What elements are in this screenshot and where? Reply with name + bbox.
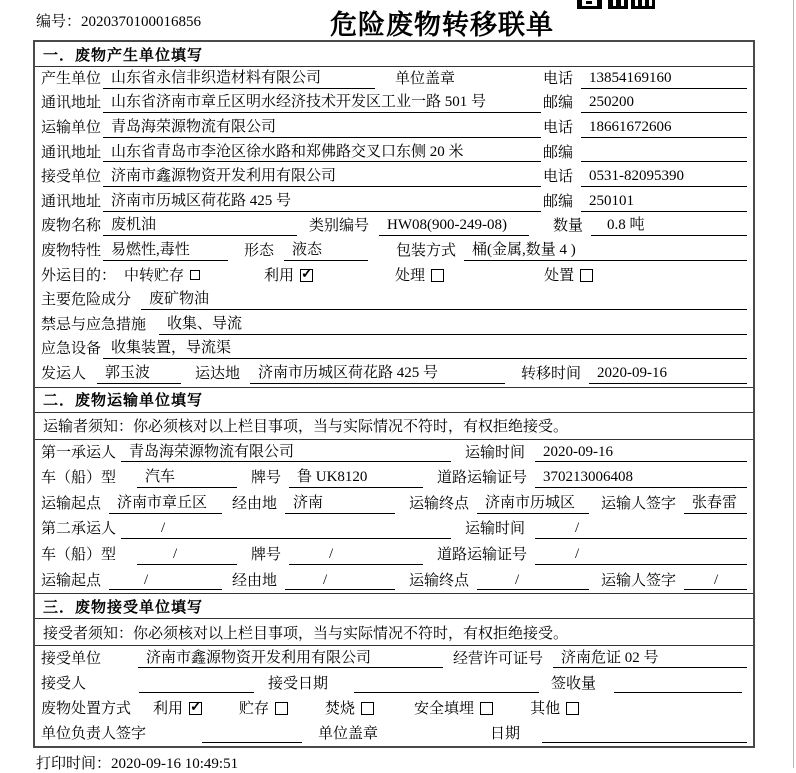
transporter-value: 青岛海荣源物流有限公司	[103, 118, 541, 138]
option-label: 贮存	[239, 700, 270, 717]
address-value: 济南市历城区荷花路 425 号	[103, 192, 541, 212]
taboo-value: 收集、导流	[159, 315, 747, 335]
option-label: 中转贮存	[124, 267, 185, 284]
origin-value: 济南市章丘区	[109, 494, 222, 514]
page-title: 危险废物转移联单	[330, 10, 554, 40]
carrier2-label: 第二承运人	[41, 521, 117, 538]
address-label: 通讯地址	[41, 95, 102, 112]
endpoint-label: 运输终点	[409, 495, 470, 512]
option-landfill	[414, 700, 493, 719]
endpoint-label: 运输终点	[409, 572, 470, 589]
receive-date-label: 接受日期	[268, 675, 329, 692]
zip-label: 邮编	[542, 95, 573, 112]
option-label: 处置	[544, 267, 575, 284]
endpoint-value: /	[477, 571, 589, 591]
row-route1	[35, 491, 753, 517]
carrier-sign-label: 运输人签字	[601, 495, 677, 512]
carrier-sign-value: 张春雷	[684, 494, 747, 514]
plate-label: 牌号	[251, 470, 282, 487]
origin-label: 运输起点	[41, 495, 102, 512]
doc-number-label: 编号：	[36, 14, 82, 30]
checkbox-landfill	[480, 702, 493, 715]
equipment-value: 收集装置，导流渠	[103, 339, 747, 359]
option-other	[530, 700, 579, 719]
destination-value: 济南市历城区荷花路 425 号	[250, 364, 505, 384]
transport-time-value: 2020-09-16	[535, 443, 747, 463]
option-transit-storage	[124, 267, 200, 286]
signed-amount-value	[614, 692, 742, 693]
unit-seal-label: 单位盖章	[318, 725, 379, 742]
option-label: 焚烧	[325, 700, 356, 717]
section-transporter	[35, 387, 753, 594]
option-dispose	[544, 267, 593, 286]
recipient-value	[139, 692, 254, 693]
option-label: 利用	[153, 700, 184, 717]
property-value: 易燃性,毒性	[103, 241, 228, 261]
row-hazard-components	[35, 288, 753, 313]
print-time-label: 打印时间：	[36, 756, 112, 772]
stamp-glyph-fragment	[577, 0, 602, 9]
row-first-carrier	[35, 440, 753, 466]
property-label: 废物特性	[41, 243, 102, 259]
row-receiver	[35, 165, 753, 190]
row-waste-property	[35, 239, 753, 264]
section1-header: 一．废物产生单位填写	[35, 42, 753, 67]
page-edge-line	[793, 0, 794, 768]
option-label: 安全填埋	[414, 700, 475, 717]
row-route2	[35, 568, 753, 594]
section-producer	[35, 42, 753, 387]
waste-name-value: 废机油	[103, 216, 297, 236]
cutoff-stamp-fragment	[577, 0, 655, 10]
row-transporter	[35, 116, 753, 141]
row-vehicle2	[35, 542, 753, 568]
producer-value: 山东省永信非织造材料有限公司	[103, 69, 375, 89]
section-receiver	[35, 593, 753, 746]
checkbox-incinerate	[361, 702, 374, 715]
row-waste-name	[35, 215, 753, 240]
transport-time-label: 运输时间	[465, 444, 526, 461]
receiver-value: 济南市鑫源物资开发利用有限公司	[103, 167, 541, 187]
row-transporter-address	[35, 141, 753, 166]
origin-label: 运输起点	[41, 572, 102, 589]
carrier2-value: /	[121, 519, 451, 539]
equipment-label: 应急设备	[41, 341, 102, 358]
checkbox-utilize	[300, 269, 313, 282]
recipient-label: 接受人	[41, 675, 87, 692]
vehicle-type-value: 汽车	[137, 468, 237, 488]
unit-seal-label: 单位盖章	[395, 70, 456, 87]
permit-label: 经营许可证号	[453, 650, 544, 667]
packing-label: 包装方式	[396, 243, 457, 259]
packing-value: 桶(金属,数量 4 )	[464, 241, 747, 261]
consignor-label: 发运人	[41, 365, 87, 382]
doc-number-value: 2020370100016856	[81, 14, 202, 30]
permit-value: 济南危证 02 号	[553, 649, 747, 669]
row-producer-address	[35, 92, 753, 117]
checkbox-store	[275, 702, 288, 715]
destination-label: 运达地	[195, 365, 241, 382]
plate-value: /	[289, 545, 423, 565]
date-value	[542, 742, 747, 743]
checkbox-transit-storage	[190, 270, 200, 280]
checkbox-treat	[431, 269, 444, 282]
vehicle-type-label: 车（船）型	[41, 546, 117, 563]
signed-amount-label: 签收量	[551, 675, 597, 692]
head-sign-value	[202, 742, 302, 743]
address-value: 山东省青岛市李沧区徐水路和郑佛路交叉口东侧 20 米	[103, 143, 541, 163]
stamp-glyph-fragment	[631, 0, 655, 9]
transport-time-value: /	[535, 519, 747, 539]
option-utilize	[264, 267, 313, 286]
section3-header: 三．废物接受单位填写	[35, 593, 753, 619]
receiver-notice: 接受者须知：你必须核对以上栏目事项，当与实际情况不符时，有权拒绝接受。	[35, 619, 753, 646]
row-vehicle1	[35, 465, 753, 491]
consignor-value: 郭玉波	[97, 364, 181, 384]
row-receiver-address	[35, 190, 753, 215]
vehicle-type-label: 车（船）型	[41, 470, 117, 487]
category-label: 类别编号	[309, 218, 370, 235]
phone-value: 13854169160	[581, 69, 747, 89]
zip-label: 邮编	[542, 193, 573, 210]
plate-value: 鲁 UK8120	[289, 468, 423, 488]
row-producer	[35, 67, 753, 92]
row-consignor	[35, 362, 753, 387]
zip-label: 邮编	[542, 144, 573, 161]
zip-value: 250200	[581, 93, 747, 113]
row-second-carrier	[35, 517, 753, 543]
row-receive-unit	[35, 646, 753, 671]
row-disposal-method	[35, 696, 753, 721]
address-label: 通讯地址	[41, 144, 102, 161]
zip-value	[581, 161, 747, 162]
hazard-label: 主要危险成分	[41, 292, 132, 309]
carrier-sign-value: /	[684, 571, 747, 591]
phone-label: 电话	[542, 70, 573, 87]
row-taboo-measures	[35, 313, 753, 338]
transporter-label: 运输单位	[41, 120, 102, 137]
option-treat	[395, 267, 444, 286]
hazardous-waste-transfer-form	[33, 40, 755, 748]
origin-value: /	[109, 571, 222, 591]
hazard-value: 废矿物油	[141, 290, 747, 310]
receive-date-value	[354, 692, 539, 693]
producer-label: 产生单位	[41, 70, 102, 87]
carrier-sign-label: 运输人签字	[601, 572, 677, 589]
via-label: 经由地	[232, 495, 278, 512]
stamp-glyph-fragment	[608, 0, 628, 9]
date-label: 日期	[490, 725, 521, 742]
disposal-label: 废物处置方式	[41, 700, 132, 717]
transfer-time-value: 2020-09-16	[589, 364, 747, 384]
form-label: 形态	[244, 243, 275, 259]
phone-label: 电话	[542, 120, 573, 137]
plate-label: 牌号	[251, 546, 282, 563]
phone-label: 电话	[542, 169, 573, 186]
address-value: 山东省济南市章丘区明水经济技术开发区工业一路 501 号	[103, 93, 541, 113]
road-license-label: 道路运输证号	[437, 546, 528, 563]
transporter-notice: 运输者须知：你必须核对以上栏目事项，当与实际情况不符时，有权拒绝接受。	[35, 413, 753, 440]
option-store	[239, 700, 288, 719]
vehicle-type-value: /	[137, 545, 237, 565]
phone-value: 0531-82095390	[581, 167, 747, 187]
option-label: 利用	[264, 267, 295, 284]
purpose-label: 外运目的：	[41, 267, 117, 284]
zip-value: 250101	[581, 192, 747, 212]
address-label: 通讯地址	[41, 193, 102, 210]
via-value: /	[285, 571, 395, 591]
print-time-value: 2020-09-16 10:49:51	[111, 756, 239, 772]
receive-unit-value: 济南市鑫源物资开发利用有限公司	[138, 649, 443, 669]
checkbox-other	[566, 702, 579, 715]
option-label: 处理	[395, 267, 426, 284]
row-head-signature	[35, 721, 753, 746]
transport-time-label: 运输时间	[465, 521, 526, 538]
section2-header: 二．废物运输单位填写	[35, 387, 753, 413]
checkbox-utilize	[189, 702, 202, 715]
road-license-value: /	[535, 545, 747, 565]
carrier1-label: 第一承运人	[41, 444, 117, 461]
form-value: 液态	[284, 241, 368, 261]
print-time	[36, 752, 238, 773]
option-utilize	[153, 700, 202, 719]
road-license-label: 道路运输证号	[437, 470, 528, 487]
category-value: HW08(900-249-08)	[379, 216, 529, 236]
checkbox-dispose	[580, 269, 593, 282]
receiver-label: 接受单位	[41, 169, 102, 186]
doc-number	[36, 10, 201, 31]
via-label: 经由地	[232, 572, 278, 589]
quantity-label: 数量	[553, 218, 584, 235]
receive-unit-label: 接受单位	[41, 650, 102, 667]
row-transfer-purpose	[35, 264, 753, 289]
row-emergency-equipment	[35, 338, 753, 363]
taboo-label: 禁忌与应急措施	[41, 316, 147, 333]
quantity-value: 0.8 吨	[591, 216, 747, 236]
head-sign-label: 单位负责人签字	[41, 725, 147, 742]
option-incinerate	[325, 700, 374, 719]
row-recipient	[35, 671, 753, 696]
endpoint-value: 济南市历城区	[477, 494, 589, 514]
option-label: 其他	[530, 700, 561, 717]
waste-name-label: 废物名称	[41, 218, 102, 235]
via-value: 济南	[285, 494, 395, 514]
phone-value: 18661672606	[581, 118, 747, 138]
transfer-time-label: 转移时间	[521, 365, 582, 382]
road-license-value: 370213006408	[535, 468, 747, 488]
carrier1-value: 青岛海荣源物流有限公司	[121, 443, 451, 463]
